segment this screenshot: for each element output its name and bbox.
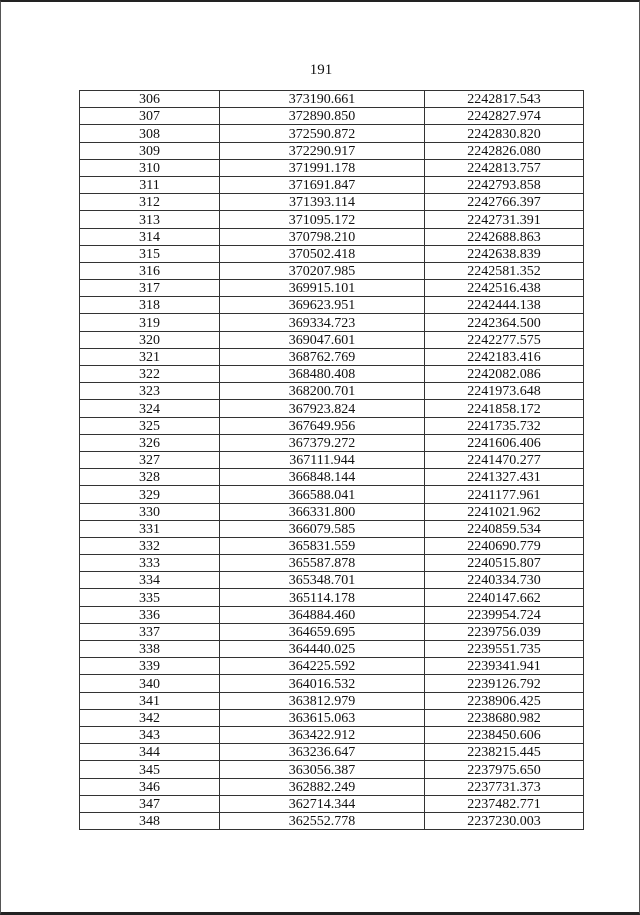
x-coordinate-cell: 363236.647: [220, 744, 425, 761]
x-coordinate-cell: 366331.800: [220, 503, 425, 520]
y-coordinate-cell: 2237975.650: [425, 761, 584, 778]
coordinate-table: [79, 90, 584, 830]
table-row: [80, 606, 584, 623]
table-row: [80, 366, 584, 383]
page-number: 191: [309, 62, 333, 78]
y-coordinate-cell: 2241606.406: [425, 434, 584, 451]
x-coordinate-cell: 363056.387: [220, 761, 425, 778]
y-coordinate-cell: 2242817.543: [425, 91, 584, 108]
table-row: [80, 572, 584, 589]
point-number-cell: 316: [80, 262, 220, 279]
point-number-cell: 345: [80, 761, 220, 778]
x-coordinate-cell: 371095.172: [220, 211, 425, 228]
x-coordinate-cell: 369334.723: [220, 314, 425, 331]
table-row: [80, 211, 584, 228]
table-row: [80, 658, 584, 675]
table-row: [80, 641, 584, 658]
y-coordinate-cell: 2240859.534: [425, 520, 584, 537]
y-coordinate-cell: 2238450.606: [425, 726, 584, 743]
x-coordinate-cell: 365587.878: [220, 555, 425, 572]
point-number-cell: 309: [80, 142, 220, 159]
point-number-cell: 325: [80, 417, 220, 434]
point-number-cell: 319: [80, 314, 220, 331]
point-number-cell: 343: [80, 726, 220, 743]
table-row: [80, 417, 584, 434]
x-coordinate-cell: 364659.695: [220, 623, 425, 640]
y-coordinate-cell: 2240147.662: [425, 589, 584, 606]
x-coordinate-cell: 371393.114: [220, 194, 425, 211]
point-number-cell: 330: [80, 503, 220, 520]
y-coordinate-cell: 2242827.974: [425, 108, 584, 125]
table-row: [80, 228, 584, 245]
y-coordinate-cell: 2242516.438: [425, 280, 584, 297]
point-number-cell: 326: [80, 434, 220, 451]
point-number-cell: 328: [80, 469, 220, 486]
x-coordinate-cell: 364440.025: [220, 641, 425, 658]
x-coordinate-cell: 362714.344: [220, 795, 425, 812]
x-coordinate-cell: 365831.559: [220, 537, 425, 554]
y-coordinate-cell: 2242444.138: [425, 297, 584, 314]
table-row: [80, 469, 584, 486]
x-coordinate-cell: 365114.178: [220, 589, 425, 606]
x-coordinate-cell: 369915.101: [220, 280, 425, 297]
y-coordinate-cell: 2241021.962: [425, 503, 584, 520]
y-coordinate-cell: 2239954.724: [425, 606, 584, 623]
point-number-cell: 332: [80, 537, 220, 554]
y-coordinate-cell: 2239551.735: [425, 641, 584, 658]
y-coordinate-cell: 2242813.757: [425, 159, 584, 176]
y-coordinate-cell: 2237482.771: [425, 795, 584, 812]
y-coordinate-cell: 2241327.431: [425, 469, 584, 486]
table-row: [80, 400, 584, 417]
x-coordinate-cell: 364884.460: [220, 606, 425, 623]
table-row: [80, 262, 584, 279]
table-row: [80, 675, 584, 692]
table-row: [80, 91, 584, 108]
table-row: [80, 108, 584, 125]
table-row: [80, 297, 584, 314]
x-coordinate-cell: 368762.769: [220, 348, 425, 365]
y-coordinate-cell: 2241177.961: [425, 486, 584, 503]
point-number-cell: 311: [80, 176, 220, 193]
point-number-cell: 333: [80, 555, 220, 572]
y-coordinate-cell: 2242581.352: [425, 262, 584, 279]
point-number-cell: 310: [80, 159, 220, 176]
x-coordinate-cell: 367379.272: [220, 434, 425, 451]
x-coordinate-cell: 368200.701: [220, 383, 425, 400]
x-coordinate-cell: 367111.944: [220, 451, 425, 468]
y-coordinate-cell: 2239341.941: [425, 658, 584, 675]
x-coordinate-cell: 372890.850: [220, 108, 425, 125]
point-number-cell: 329: [80, 486, 220, 503]
point-number-cell: 317: [80, 280, 220, 297]
x-coordinate-cell: 371691.847: [220, 176, 425, 193]
table-row: [80, 486, 584, 503]
table-row: [80, 589, 584, 606]
y-coordinate-cell: 2242638.839: [425, 245, 584, 262]
table-row: [80, 623, 584, 640]
point-number-cell: 314: [80, 228, 220, 245]
point-number-cell: 323: [80, 383, 220, 400]
point-number-cell: 340: [80, 675, 220, 692]
y-coordinate-cell: 2242183.416: [425, 348, 584, 365]
table-row: [80, 726, 584, 743]
table-row: [80, 555, 584, 572]
x-coordinate-cell: 363422.912: [220, 726, 425, 743]
y-coordinate-cell: 2241470.277: [425, 451, 584, 468]
table-row: [80, 434, 584, 451]
table-row: [80, 709, 584, 726]
x-coordinate-cell: 370502.418: [220, 245, 425, 262]
x-coordinate-cell: 368480.408: [220, 366, 425, 383]
point-number-cell: 313: [80, 211, 220, 228]
y-coordinate-cell: 2240515.807: [425, 555, 584, 572]
point-number-cell: 337: [80, 623, 220, 640]
x-coordinate-cell: 363615.063: [220, 709, 425, 726]
table-row: [80, 692, 584, 709]
x-coordinate-cell: 367649.956: [220, 417, 425, 434]
x-coordinate-cell: 362552.778: [220, 812, 425, 829]
table-row: [80, 280, 584, 297]
point-number-cell: 334: [80, 572, 220, 589]
y-coordinate-cell: 2242766.397: [425, 194, 584, 211]
table-row: [80, 142, 584, 159]
point-number-cell: 312: [80, 194, 220, 211]
y-coordinate-cell: 2241858.172: [425, 400, 584, 417]
x-coordinate-cell: 372290.917: [220, 142, 425, 159]
table-row: [80, 795, 584, 812]
y-coordinate-cell: 2238906.425: [425, 692, 584, 709]
y-coordinate-cell: 2239756.039: [425, 623, 584, 640]
point-number-cell: 346: [80, 778, 220, 795]
x-coordinate-cell: 362882.249: [220, 778, 425, 795]
table-row: [80, 744, 584, 761]
x-coordinate-cell: 370207.985: [220, 262, 425, 279]
table-row: [80, 383, 584, 400]
y-coordinate-cell: 2240690.779: [425, 537, 584, 554]
point-number-cell: 336: [80, 606, 220, 623]
x-coordinate-cell: 367923.824: [220, 400, 425, 417]
y-coordinate-cell: 2242277.575: [425, 331, 584, 348]
point-number-cell: 321: [80, 348, 220, 365]
table-row: [80, 812, 584, 829]
point-number-cell: 320: [80, 331, 220, 348]
x-coordinate-cell: 364016.532: [220, 675, 425, 692]
point-number-cell: 347: [80, 795, 220, 812]
point-number-cell: 308: [80, 125, 220, 142]
point-number-cell: 315: [80, 245, 220, 262]
table-row: [80, 761, 584, 778]
x-coordinate-cell: 369623.951: [220, 297, 425, 314]
point-number-cell: 322: [80, 366, 220, 383]
table-row: [80, 778, 584, 795]
point-number-cell: 331: [80, 520, 220, 537]
y-coordinate-cell: 2242688.863: [425, 228, 584, 245]
table-row: [80, 245, 584, 262]
x-coordinate-cell: 371991.178: [220, 159, 425, 176]
point-number-cell: 339: [80, 658, 220, 675]
y-coordinate-cell: 2242731.391: [425, 211, 584, 228]
table-row: [80, 503, 584, 520]
point-number-cell: 344: [80, 744, 220, 761]
y-coordinate-cell: 2237230.003: [425, 812, 584, 829]
table-row: [80, 520, 584, 537]
table-row: [80, 159, 584, 176]
table-row: [80, 176, 584, 193]
x-coordinate-cell: 363812.979: [220, 692, 425, 709]
table-row: [80, 125, 584, 142]
point-number-cell: 335: [80, 589, 220, 606]
table-row: [80, 451, 584, 468]
y-coordinate-cell: 2239126.792: [425, 675, 584, 692]
table-row: [80, 348, 584, 365]
y-coordinate-cell: 2242826.080: [425, 142, 584, 159]
y-coordinate-cell: 2241735.732: [425, 417, 584, 434]
x-coordinate-cell: 364225.592: [220, 658, 425, 675]
table-row: [80, 537, 584, 554]
x-coordinate-cell: 365348.701: [220, 572, 425, 589]
x-coordinate-cell: 370798.210: [220, 228, 425, 245]
x-coordinate-cell: 372590.872: [220, 125, 425, 142]
y-coordinate-cell: 2242830.820: [425, 125, 584, 142]
point-number-cell: 307: [80, 108, 220, 125]
x-coordinate-cell: 373190.661: [220, 91, 425, 108]
x-coordinate-cell: 366848.144: [220, 469, 425, 486]
point-number-cell: 348: [80, 812, 220, 829]
point-number-cell: 341: [80, 692, 220, 709]
point-number-cell: 342: [80, 709, 220, 726]
point-number-cell: 306: [80, 91, 220, 108]
point-number-cell: 338: [80, 641, 220, 658]
table-row: [80, 331, 584, 348]
point-number-cell: 327: [80, 451, 220, 468]
x-coordinate-cell: 369047.601: [220, 331, 425, 348]
x-coordinate-cell: 366079.585: [220, 520, 425, 537]
table-row: [80, 194, 584, 211]
x-coordinate-cell: 366588.041: [220, 486, 425, 503]
table-row: [80, 314, 584, 331]
y-coordinate-cell: 2238680.982: [425, 709, 584, 726]
coordinate-table-body: [80, 91, 584, 830]
y-coordinate-cell: 2240334.730: [425, 572, 584, 589]
y-coordinate-cell: 2237731.373: [425, 778, 584, 795]
point-number-cell: 318: [80, 297, 220, 314]
y-coordinate-cell: 2238215.445: [425, 744, 584, 761]
y-coordinate-cell: 2241973.648: [425, 383, 584, 400]
point-number-cell: 324: [80, 400, 220, 417]
y-coordinate-cell: 2242364.500: [425, 314, 584, 331]
y-coordinate-cell: 2242082.086: [425, 366, 584, 383]
y-coordinate-cell: 2242793.858: [425, 176, 584, 193]
